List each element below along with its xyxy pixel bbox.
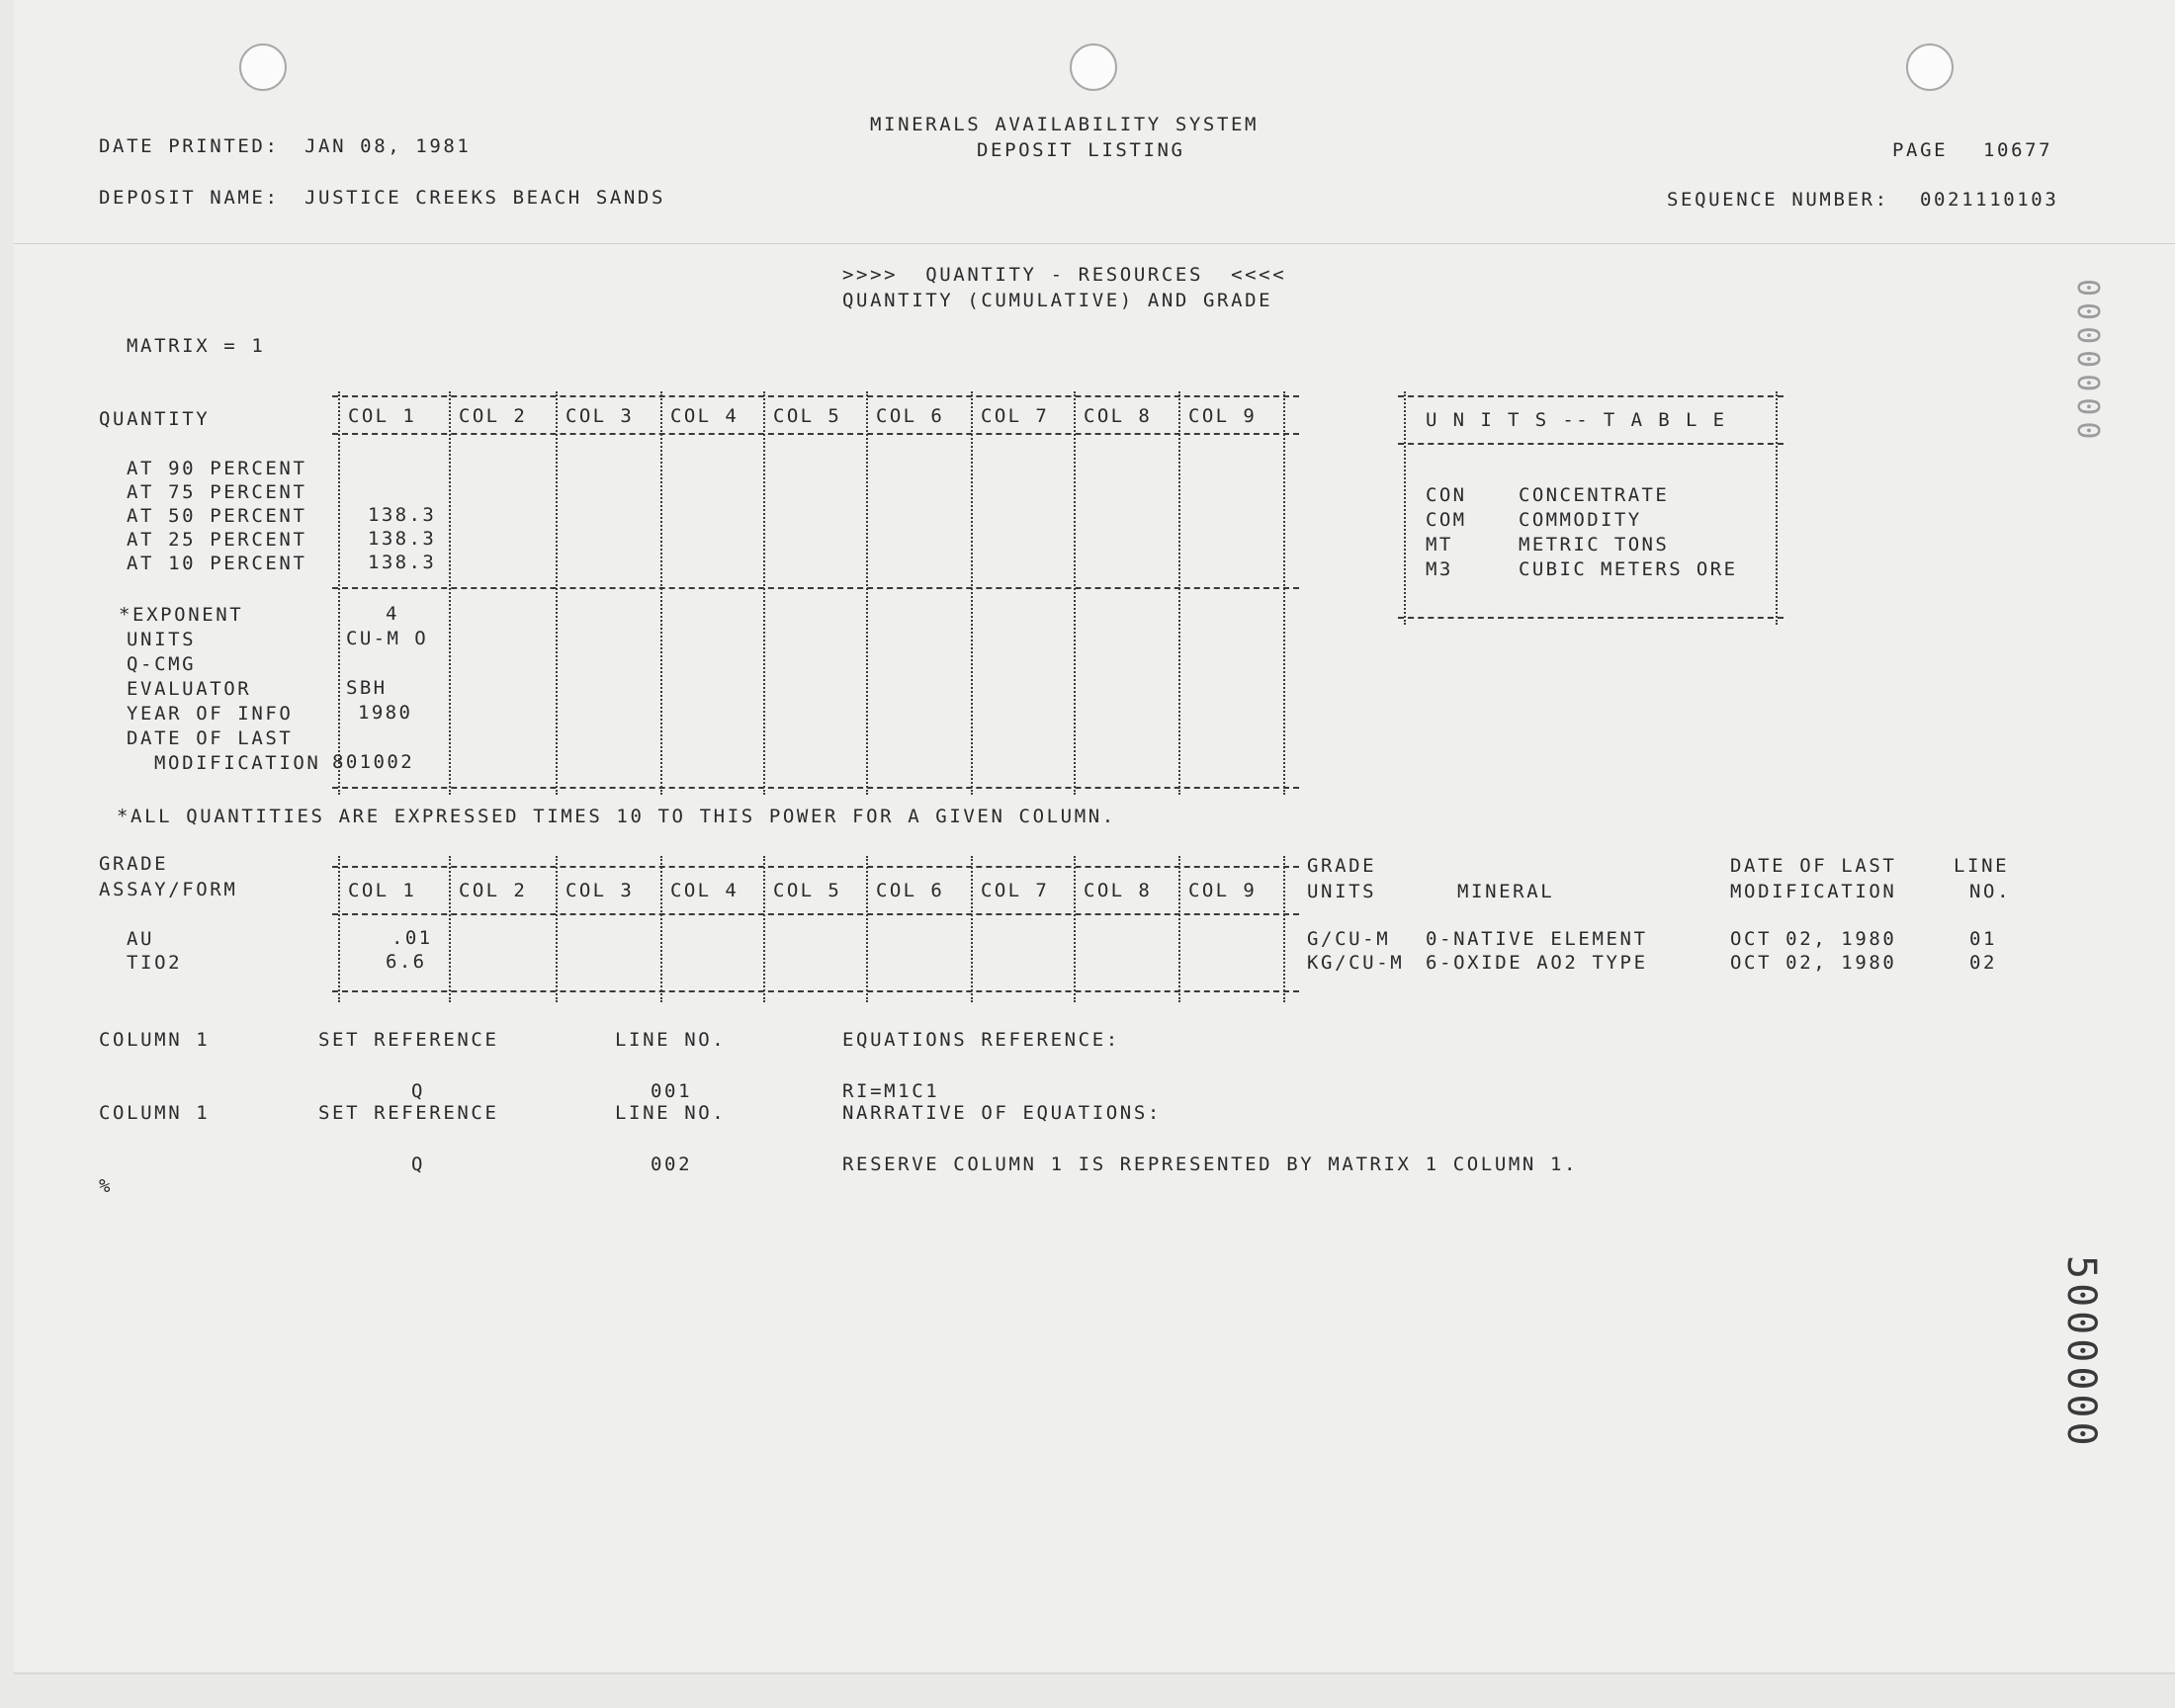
quantity-cell: SBH (346, 677, 388, 699)
quantity-row-label: EVALUATOR (127, 678, 252, 700)
section-title: >>>> QUANTITY - RESOURCES <<<< (842, 264, 1287, 286)
matrix-label: MATRIX = 1 (127, 335, 266, 357)
printout-sheet (14, 0, 2175, 1674)
quantity-col-header: COL 7 (981, 405, 1050, 427)
quantity-cell: 4 (386, 603, 399, 625)
grade-col-header: COL 6 (876, 880, 945, 901)
grade-cell: 6.6 (386, 951, 427, 973)
margin-stamp-top: 0000000 (2070, 279, 2105, 446)
units-table (1398, 391, 1784, 625)
grade-units-header: GRADE (1307, 855, 1377, 877)
quantity-col-header: COL 4 (670, 405, 740, 427)
date-printed-label: DATE PRINTED: (99, 135, 280, 157)
sequence-number-label: SEQUENCE NUMBER: (1667, 189, 1889, 211)
punch-hole-center (1070, 43, 1117, 91)
quantity-row-label: UNITS (127, 629, 197, 650)
grade-cell: .01 (392, 927, 433, 949)
punch-hole-right (1906, 43, 1954, 91)
units-code: COM (1426, 509, 1467, 531)
units-code: CON (1426, 484, 1467, 506)
grade-col-header: COL 7 (981, 880, 1050, 901)
quantity-cell: 138.3 (368, 504, 437, 526)
grade-units: KG/CU-M (1307, 952, 1405, 974)
deposit-name-label: DEPOSIT NAME: (99, 187, 280, 209)
grade-units-header: UNITS (1307, 881, 1377, 902)
grade-col-header: COL 8 (1084, 880, 1153, 901)
grade-col-header: COL 5 (773, 880, 842, 901)
ref-equations-label: EQUATIONS REFERENCE: (842, 1029, 1120, 1051)
line-no-header: NO. (1969, 881, 2012, 902)
assay-form-heading: ASSAY/FORM (99, 879, 238, 900)
quantity-col-header: COL 6 (876, 405, 945, 427)
quantity-col-header: COL 8 (1084, 405, 1153, 427)
units-code: M3 (1426, 558, 1453, 580)
ref-set-label: SET REFERENCE (318, 1029, 499, 1051)
ref-set-value: Q (411, 1153, 426, 1175)
modification-header: MODIFICATION (1730, 881, 1897, 902)
ref-column-label: COLUMN 1 (99, 1029, 211, 1051)
grade-col-header: COL 4 (670, 880, 740, 901)
units-table-title: U N I T S -- T A B L E (1426, 409, 1727, 431)
quantity-row-label: AT 90 PERCENT (127, 458, 307, 479)
section-subtitle: QUANTITY (CUMULATIVE) AND GRADE (842, 290, 1273, 311)
units-code: MT (1426, 534, 1453, 555)
page-number: 10677 (1983, 139, 2053, 161)
ref-column-label: COLUMN 1 (99, 1102, 211, 1124)
quantity-col-header: COL 2 (459, 405, 528, 427)
quantity-row-label: YEAR OF INFO (127, 703, 294, 725)
grade-col-header: COL 3 (566, 880, 635, 901)
quantity-footnote: *ALL QUANTITIES ARE EXPRESSED TIMES 10 TO THIS POWER FOR A GIVEN COLUMN. (117, 806, 1116, 827)
quantity-cell: 138.3 (368, 552, 437, 573)
quantity-cell: CU-M O (346, 628, 429, 649)
units-meaning: CONCENTRATE (1519, 484, 1670, 506)
grade-table (332, 856, 1299, 1002)
grade-col-header: COL 2 (459, 880, 528, 901)
quantity-col-header: COL 5 (773, 405, 842, 427)
quantity-row-label: AT 75 PERCENT (127, 481, 307, 503)
system-title: MINERALS AVAILABILITY SYSTEM (870, 114, 1260, 135)
end-mark: % (99, 1175, 114, 1197)
quantity-row-label: AT 25 PERCENT (127, 529, 307, 551)
margin-stamp-bottom: 5000000 (2058, 1255, 2104, 1450)
ref-set-label: SET REFERENCE (318, 1102, 499, 1124)
quantity-cell: 801002 (332, 751, 415, 773)
quantity-table (332, 391, 1299, 795)
quantity-row-label: MODIFICATION (154, 752, 321, 774)
quantity-row-label: AT 50 PERCENT (127, 505, 307, 527)
quantity-cell: 1980 (358, 702, 413, 724)
header-divider (14, 243, 2175, 244)
sequence-number-value: 0021110103 (1920, 189, 2059, 211)
grade-line-no: 01 (1969, 928, 1998, 950)
ref-line-label: LINE NO. (615, 1102, 727, 1124)
grade-line-no: 02 (1969, 952, 1998, 974)
quantity-heading: QUANTITY (99, 408, 211, 430)
grade-row-label: TIO2 (127, 952, 183, 974)
date-printed-value: JAN 08, 1981 (304, 135, 472, 157)
units-meaning: CUBIC METERS ORE (1519, 558, 1738, 580)
punch-hole-left (239, 43, 287, 91)
ref-set-value: Q (411, 1080, 426, 1102)
deposit-name-value: JUSTICE CREEKS BEACH SANDS (304, 187, 666, 209)
grade-col-header: COL 1 (348, 880, 417, 901)
quantity-col-header: COL 9 (1188, 405, 1258, 427)
quantity-row-label: AT 10 PERCENT (127, 553, 307, 574)
grade-heading: GRADE (99, 853, 169, 875)
quantity-row-label: *EXPONENT (119, 604, 244, 626)
units-meaning: COMMODITY (1519, 509, 1642, 531)
page-label: PAGE (1892, 139, 1949, 161)
grade-mineral: 6-OXIDE AO2 TYPE (1426, 952, 1648, 974)
grade-mineral: 0-NATIVE ELEMENT (1426, 928, 1648, 950)
quantity-col-header: COL 3 (566, 405, 635, 427)
quantity-row-label: Q-CMG (127, 653, 197, 675)
ref-line-label: LINE NO. (615, 1029, 727, 1051)
ref-line-value: 002 (651, 1153, 693, 1175)
quantity-cell: 138.3 (368, 528, 437, 550)
line-no-header: LINE (1954, 855, 2010, 877)
mineral-header: MINERAL (1457, 881, 1555, 902)
grade-col-header: COL 9 (1188, 880, 1258, 901)
ref-line-value: 001 (651, 1080, 693, 1102)
ref-equation-value: RI=M1C1 (842, 1080, 940, 1102)
ref-narrative-label: NARRATIVE OF EQUATIONS: (842, 1102, 1162, 1124)
units-meaning: METRIC TONS (1519, 534, 1670, 555)
grade-row-label: AU (127, 928, 155, 950)
grade-units: G/CU-M (1307, 928, 1391, 950)
quantity-row-label: DATE OF LAST (127, 727, 294, 749)
grade-date: OCT 02, 1980 (1730, 952, 1897, 974)
listing-title: DEPOSIT LISTING (977, 139, 1185, 161)
quantity-col-header: COL 1 (348, 405, 417, 427)
grade-date: OCT 02, 1980 (1730, 928, 1897, 950)
modification-header: DATE OF LAST (1730, 855, 1897, 877)
ref-narrative-value: RESERVE COLUMN 1 IS REPRESENTED BY MATRIX 1 COLUMN 1. (842, 1153, 1579, 1175)
